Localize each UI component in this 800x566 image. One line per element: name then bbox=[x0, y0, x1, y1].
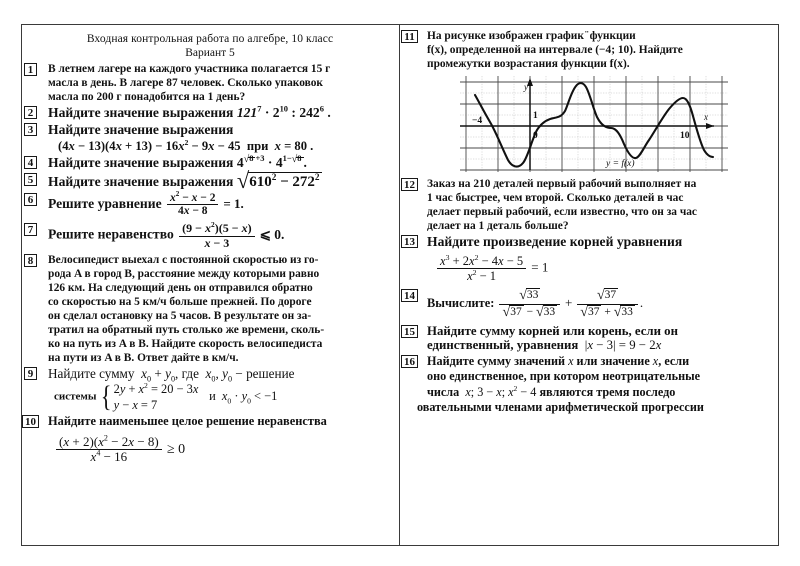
problem-16 bbox=[406, 354, 773, 416]
problem-number: 7 bbox=[24, 223, 37, 236]
problem-number: 14 bbox=[401, 289, 418, 302]
problem-number: 13 bbox=[401, 235, 418, 248]
problem-2 bbox=[27, 105, 393, 121]
page-title: Входная контрольная работа по алгебре, 10 класс bbox=[86, 33, 334, 45]
problem-line: f(x), определенной на интервале (−4; 10). Найдите bbox=[427, 44, 683, 56]
problem-line: 1 час быстрее, чем второй. Сколько деталей в час bbox=[427, 192, 684, 204]
function-graph bbox=[458, 74, 730, 174]
problem-line: Найдите сумму значений x или значение x, если bbox=[427, 353, 690, 368]
problem-number: 5 bbox=[24, 173, 37, 186]
problem-math: $(4x - 13)(4x + 13) - 16x^2 - 9x - 45$ при x = 80 . bbox=[58, 137, 314, 153]
problem-system bbox=[48, 381, 393, 413]
problem-line: оно единственное, при котором неотрицательные bbox=[427, 369, 701, 384]
problem-number: 12 bbox=[401, 178, 418, 191]
problem-prompt: Найдите значение выражения bbox=[48, 173, 234, 189]
problem-5 bbox=[27, 167, 393, 193]
variant-label: Вариант 5 bbox=[185, 47, 235, 59]
problem-text bbox=[48, 105, 393, 121]
problem-13 bbox=[406, 234, 773, 283]
problem-prompt: Решите неравенство bbox=[48, 227, 174, 243]
problem-text bbox=[427, 29, 773, 71]
problem-12 bbox=[406, 177, 773, 233]
problem-text bbox=[48, 189, 393, 219]
problem-number: 8 bbox=[24, 254, 37, 267]
system-label: системы bbox=[54, 390, 97, 403]
problem-number: 9 bbox=[24, 367, 37, 380]
problem-number: 11 bbox=[401, 30, 418, 43]
problem-text bbox=[48, 62, 393, 104]
problem-text bbox=[48, 122, 393, 138]
problem-4 bbox=[27, 155, 393, 171]
problem-math: $\frac{x^2 - x - 2}{4x - 8}$ = 1. bbox=[165, 199, 244, 211]
problem-math: $\frac{(x + 2)(x^2 - 2x - 8)}{x^4 - 16}$ ≥ 0 bbox=[48, 435, 393, 465]
problem-line: ко на путь из A в B. Найдите скорость велосипедиста bbox=[48, 338, 323, 351]
problem-text bbox=[427, 177, 773, 233]
problem-line: Найдите сумму корней или корень, если он bbox=[427, 323, 678, 338]
problem-10 bbox=[27, 414, 393, 465]
problem-math: $\frac{(9 - x^2)(5 - x)}{x - 3}$ ⩽ 0. bbox=[177, 228, 284, 242]
curve-label: y = f(x) bbox=[606, 159, 635, 169]
system-condition: и $x_0 \cdot y_0 < -1$ bbox=[209, 388, 278, 406]
problem-line: делает на 1 деталь больше? bbox=[427, 220, 569, 232]
problem-text bbox=[427, 324, 773, 353]
problem-line: масла в день. В лагере 87 человек. Сколько упаковок bbox=[48, 77, 323, 89]
problem-number: 3 bbox=[24, 123, 37, 136]
right-column bbox=[400, 24, 779, 417]
problem-text: Найдите сумму $x_0 + y_0$, где $x_0$, $y_0$ − решение bbox=[48, 366, 295, 384]
problem-line: Заказ на 210 деталей первый рабочий выполняет на bbox=[427, 178, 697, 190]
problem-14 bbox=[406, 288, 773, 321]
problem-number: 16 bbox=[401, 355, 418, 368]
system-eq-1: $2y + x^2 = 20 - 3x$ bbox=[113, 381, 199, 397]
system-braced bbox=[99, 381, 198, 413]
problem-line: единственный, уравнения |x − 3| = 9 − 2x bbox=[427, 338, 662, 353]
problem-prompt: Найдите наименьшее целое решение неравенства bbox=[48, 414, 327, 429]
left-column bbox=[21, 24, 399, 466]
y-axis-label: y bbox=[524, 82, 528, 92]
problem-text bbox=[427, 234, 773, 250]
problem-line: В летнем лагере на каждого участника полагается 15 г bbox=[48, 63, 331, 75]
x-axis-arrow bbox=[706, 123, 714, 129]
problem-line: рода A в город B, расстояние между которыми равно bbox=[48, 268, 320, 281]
problem-line: тратил на обратный путь столько же времени, сколь- bbox=[48, 324, 325, 337]
problem-math: $\frac{x^3 + 2x^2 - 4x - 5}{x^2 - 1}$ = 1 bbox=[427, 254, 773, 283]
problem-text bbox=[48, 222, 393, 250]
tick-label-10: 10 bbox=[680, 131, 690, 141]
problem-prompt: Решите уравнение bbox=[48, 195, 162, 211]
problem-line: 126 км. На следующий день он отправился обратно bbox=[48, 282, 313, 295]
problem-line: овательными членами арифметической прогрессии bbox=[417, 400, 704, 415]
problem-line: промежутки возрастания функции f(x). bbox=[427, 58, 630, 70]
problem-prompt: Найдите значение выражения bbox=[48, 154, 234, 170]
problem-math: $4^{√8 +3} \cdot 4^{1-√8}$ . bbox=[236, 153, 307, 170]
problem-prompt: Найдите значение выражения bbox=[48, 105, 234, 120]
problem-text bbox=[417, 353, 773, 416]
problem-8 bbox=[27, 253, 393, 365]
problem-text bbox=[48, 414, 393, 429]
problem-line: на пути из A в B. Ответ дайте в км/ч. bbox=[48, 352, 239, 365]
problem-line: делает первый рабочий, если известно, что он за час bbox=[427, 206, 697, 218]
problem-text bbox=[48, 167, 393, 193]
problem-line: масла по 200 г понадобится на 1 день? bbox=[48, 91, 246, 103]
problem-number: 6 bbox=[24, 193, 37, 206]
problem-prompt: Найдите значение выражения bbox=[48, 122, 234, 137]
problem-math: $√610^2 - 272^2$ bbox=[236, 167, 320, 193]
system-eq-2: y − x = 7 bbox=[113, 398, 158, 413]
tick-label-0: 0 bbox=[533, 131, 538, 141]
problem-math: $121^7 \cdot 2^{10}$ : $242^6$ . bbox=[236, 103, 331, 120]
tick-label-1: 1 bbox=[533, 111, 538, 121]
problem-prompt: Найдите произведение корней уравнения bbox=[427, 234, 683, 249]
problem-text bbox=[48, 253, 393, 365]
problem-line: Велосипедист выехал с постоянной скоростью из го- bbox=[48, 254, 319, 267]
problem-number: 4 bbox=[24, 156, 37, 169]
major-gridlines bbox=[460, 76, 728, 172]
problem-line: со скоростью на 5 км/ч больше прежней. По дороге bbox=[48, 296, 312, 309]
problem-prompt: Вычислите: bbox=[427, 295, 495, 310]
problem-1 bbox=[27, 62, 393, 104]
problem-line: числа x; 3 − x; $x^2 - 4$ являются тремя последо bbox=[427, 383, 676, 399]
problem-text bbox=[48, 155, 393, 171]
problem-number: 15 bbox=[401, 325, 418, 338]
tick-label-minus4: −4 bbox=[472, 116, 483, 126]
problem-15 bbox=[406, 324, 773, 353]
brace-icon: { bbox=[101, 380, 112, 414]
problem-3 bbox=[27, 122, 393, 154]
problem-line: он сделал остановку на 5 часов. В результате он за- bbox=[48, 310, 312, 323]
problem-9 bbox=[27, 366, 393, 413]
problem-text bbox=[427, 288, 773, 321]
problem-line: На рисунке изображен график ̈ функции bbox=[427, 30, 636, 42]
problem-number: 1 bbox=[24, 63, 37, 76]
problem-7 bbox=[27, 222, 393, 250]
problem-number: 2 bbox=[24, 106, 37, 119]
problem-6 bbox=[27, 189, 393, 219]
problem-math: $\frac{√33}{√37 - √33}$ + $\frac{√37}{√37 + √33}$ . bbox=[497, 298, 643, 310]
function-graph-figure bbox=[406, 74, 773, 175]
problem-11 bbox=[406, 29, 773, 71]
problem-number: 10 bbox=[22, 415, 39, 428]
x-axis-label: x bbox=[704, 112, 708, 122]
